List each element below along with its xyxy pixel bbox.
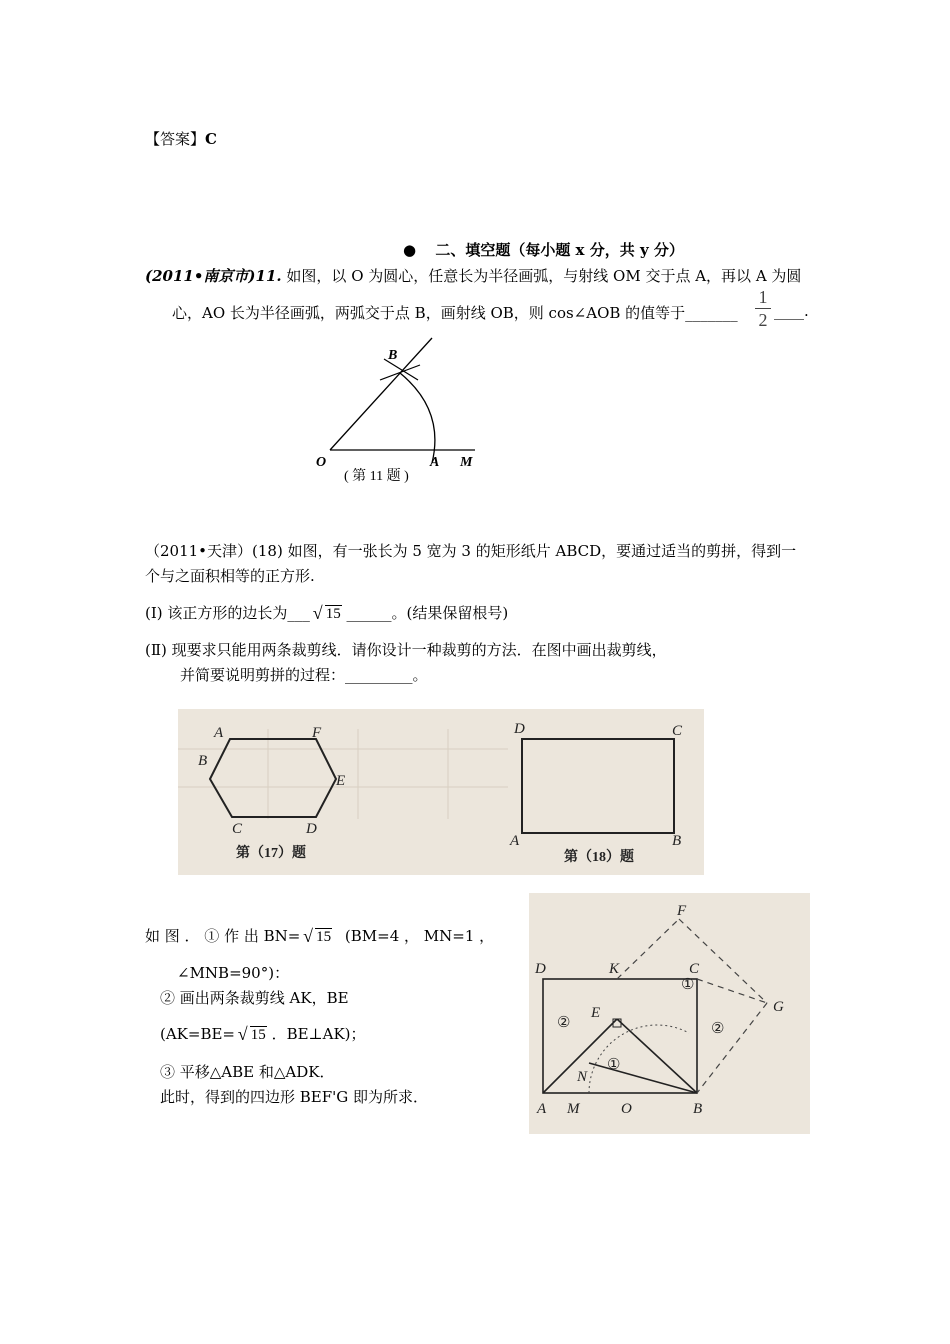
fig18-label-d: D	[514, 721, 525, 737]
label-f: F	[677, 903, 687, 919]
label-o: O	[621, 1101, 632, 1117]
section-title: 二、填空题（每小题 x 分，共 y 分）	[435, 241, 684, 259]
label-n: N	[577, 1069, 588, 1085]
q18-part2-line1: (Ⅱ) 现要求只能用两条裁剪线．请你设计一种裁剪的方法．在图中画出裁剪线，	[145, 641, 667, 659]
answer-prefix: 【答案】	[145, 130, 206, 148]
label-b: B	[388, 348, 398, 363]
sqrt-15: √ 15	[240, 1027, 267, 1044]
region-label-1-top: ①	[681, 977, 695, 993]
rectangle-abcd	[543, 979, 697, 1093]
region-label-1-mid: ①	[607, 1057, 621, 1073]
fig17-label-e: E	[336, 773, 346, 789]
solution-step1-cont: (BM=4 ， MN=1 ，	[344, 927, 495, 945]
q11-answer-numerator: 1	[758, 287, 768, 307]
right-angle-mark	[613, 1019, 621, 1027]
region-label-2-left: ②	[557, 1015, 571, 1031]
scanned-figures-17-18	[178, 709, 704, 875]
dashed-gb	[697, 1003, 767, 1093]
solution-step1-angle: ∠MNB=90°)：	[177, 964, 290, 982]
label-a: A	[537, 1101, 547, 1117]
q11-text1: 如图，以 O 为圆心，任意长为半径画弧，与射线 OM 交于点 A，再以 A 为圆	[286, 267, 802, 285]
q11-answer-fraction	[755, 288, 771, 329]
q18-line1: （2011•天津）(18) 如图，有一张长为 5 宽为 3 的矩形纸片 ABCD，要通过适当的剪拼，得到一	[145, 542, 797, 560]
figure-11-caption: ( 第 11 题 )	[344, 469, 409, 484]
dashed-kf	[617, 919, 679, 979]
fig18-caption: 第（18）题	[564, 850, 634, 865]
solution-step2-detail-b: ．BE⊥AK)；	[271, 1025, 366, 1043]
label-c: C	[689, 961, 700, 977]
fig17-label-c: C	[232, 821, 243, 837]
solution-conclusion: 此时，得到的四边形 BEF'G 即为所求．	[160, 1088, 429, 1106]
figures-17-18	[178, 709, 704, 875]
q11-blank-left: _______	[685, 304, 738, 322]
fraction-bar	[755, 308, 771, 309]
label-m: M	[460, 455, 473, 470]
sqrt-15: √ 15	[305, 929, 332, 946]
q18-line2: 个与之面积相等的正方形.	[145, 567, 315, 585]
dashed-cg	[697, 979, 767, 1003]
label-b: B	[693, 1101, 703, 1117]
solution-step1	[145, 925, 494, 946]
solution-step1-text: 如 图 ． ① 作 出 BN=	[145, 927, 301, 945]
hexagon-abcdef	[210, 739, 336, 817]
q11-text2: 心，AO 长为半径画弧，两弧交于点 B，画射线 OB，则 cos∠AOB 的值等于	[172, 304, 686, 322]
rectangle-abcd	[522, 739, 674, 833]
q11-answer-denominator: 2	[758, 310, 768, 330]
q18-part2-line2: 并简要说明剪拼的过程：_________。	[180, 666, 428, 684]
solution-step2-detail-a: (AK=BE=	[160, 1025, 235, 1043]
label-m: M	[567, 1101, 580, 1117]
bullet-icon: ●	[403, 241, 417, 259]
fig18-label-c: C	[672, 723, 683, 739]
answer-value: C	[205, 130, 217, 148]
solution-construction	[529, 893, 810, 1134]
solution-step2: ② 画出两条裁剪线 AK，BE	[160, 989, 349, 1007]
fig17-label-d: D	[306, 821, 317, 837]
q18-part1-prefix: (Ⅰ) 该正方形的边长为___	[145, 604, 310, 622]
solution-step2-detail	[160, 1023, 366, 1044]
label-g: G	[773, 999, 784, 1015]
label-d: D	[535, 961, 546, 977]
sqrt-15: √ 15	[315, 606, 342, 623]
solution-step3: ③ 平移△ABE 和△ADK．	[160, 1063, 335, 1081]
fig18-label-b: B	[672, 833, 682, 849]
q11-source: (2011•南京市)11.	[145, 267, 282, 285]
label-e: E	[591, 1005, 601, 1021]
label-k: K	[609, 961, 620, 977]
solution-figure	[529, 893, 810, 1134]
answer-line	[145, 128, 217, 149]
q11-line1	[145, 265, 801, 286]
fig17-caption: 第（17）题	[236, 846, 306, 861]
fig17-label-a: A	[214, 725, 224, 741]
fig17-label-b: B	[198, 753, 208, 769]
q11-blank-right: ____.	[774, 302, 809, 320]
fig17-label-f: F	[312, 725, 322, 741]
section-heading	[403, 239, 684, 260]
ray-ob	[330, 338, 432, 450]
region-label-2-right: ②	[711, 1021, 725, 1037]
figure-11	[310, 335, 480, 490]
label-a: A	[430, 455, 440, 470]
semicircle-arc	[589, 1025, 689, 1093]
q18-part1	[145, 602, 508, 623]
label-o: O	[316, 455, 327, 470]
q11-line2	[172, 302, 738, 323]
q18-part1-suffix: ______。(结果保留根号)	[346, 604, 509, 622]
fig18-label-a: A	[510, 833, 520, 849]
